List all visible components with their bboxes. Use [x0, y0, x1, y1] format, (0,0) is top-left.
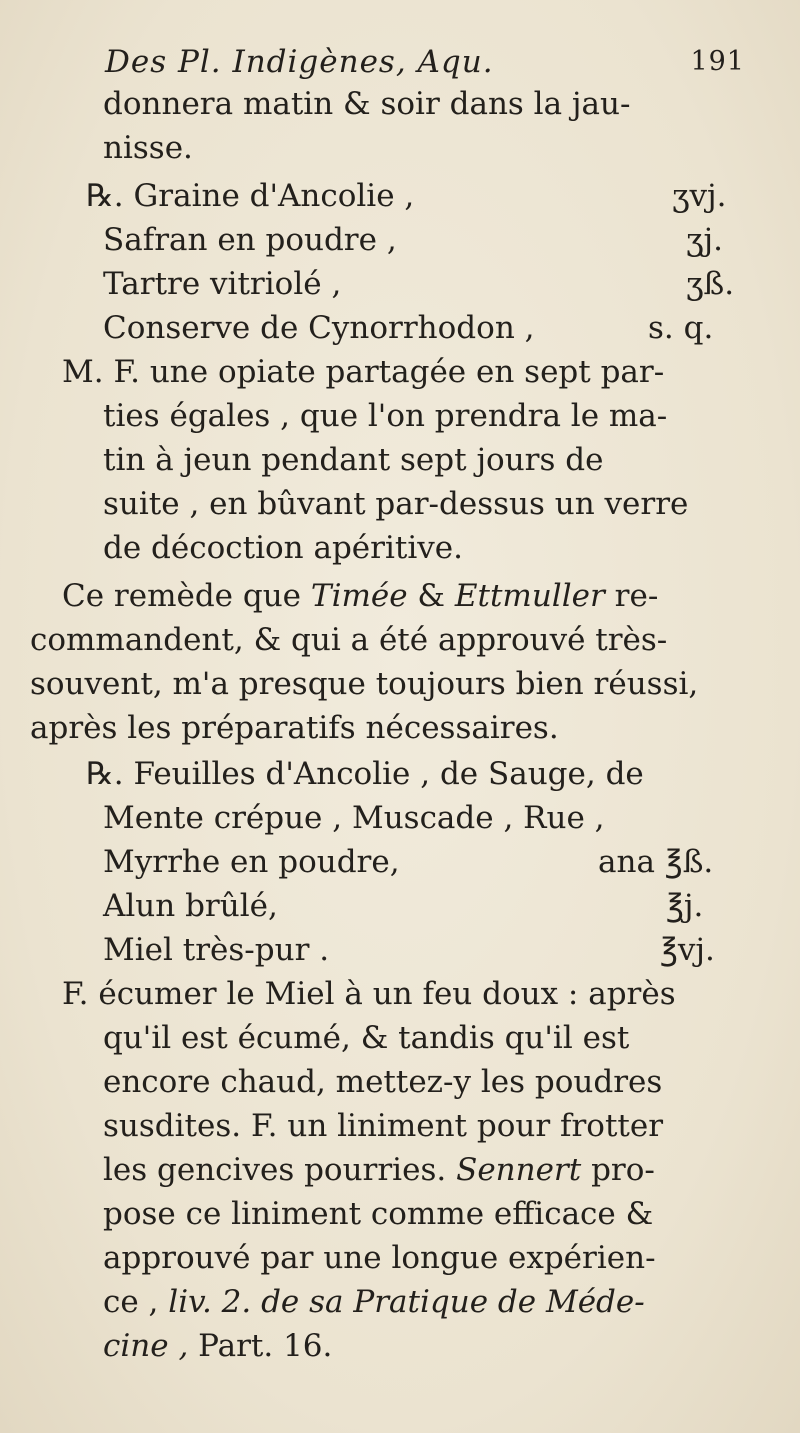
text-line: tin à jeun pendant sept jours de — [103, 442, 604, 478]
text-line: donnera matin & soir dans la jau- — [103, 86, 631, 122]
recipe-line: Myrrhe en poudre, ana ℥ß. — [60, 840, 760, 884]
text-line: M. F. une opiate partagée en sept par- — [62, 354, 665, 390]
recipe-line: Miel très-pur . ℥vj. — [60, 928, 760, 972]
recipe-line: Tartre vitriolé , ʒß. — [60, 262, 760, 306]
dose: s. q. — [648, 310, 714, 346]
dose: ℥j. — [666, 888, 704, 924]
text-line: les gencives pourries. Sennert pro- — [103, 1152, 655, 1188]
text-line: qu'il est écumé, & tandis qu'il est — [103, 1020, 630, 1056]
text-line: cine , Part. 16. — [103, 1328, 333, 1364]
citation: cine , — [103, 1328, 189, 1364]
text-line: ce , liv. 2. de sa Pratique de Méde- — [103, 1284, 645, 1320]
page-number: 191 — [690, 46, 745, 77]
running-title: Des Pl. Indigènes, Aqu. — [105, 44, 494, 80]
text-line: suite , en bûvant par-dessus un verre — [103, 486, 689, 522]
recipe-line: ℞. Feuilles d'Ancolie , de Sauge, de — [86, 756, 644, 792]
citation: liv. 2. de sa Pratique de Méde- — [168, 1284, 645, 1320]
text-line: encore chaud, mettez-y les poudres — [103, 1064, 663, 1100]
dose: ℥vj. — [660, 932, 715, 968]
dose: ʒvj. — [672, 178, 727, 214]
running-header — [105, 44, 745, 84]
recipe-line: Safran en poudre , ʒj. — [60, 218, 760, 262]
text-line: nisse. — [103, 130, 193, 166]
text-line: de décoction apéritive. — [103, 530, 463, 566]
recipe-line: Mente crépue , Muscade , Rue , — [103, 800, 605, 836]
recipe-line: Conserve de Cynorrhodon , s. q. — [60, 306, 760, 350]
text-line: Ce remède que Timée & Ettmuller re- — [62, 578, 659, 614]
author-name: Sennert — [456, 1152, 582, 1188]
recipe-line: Alun brûlé, ℥j. — [60, 884, 760, 928]
author-name: Timée — [310, 578, 408, 614]
text-line: après les préparatifs nécessaires. — [30, 710, 559, 746]
text-line: approuvé par une longue expérien- — [103, 1240, 656, 1276]
dose: ʒj. — [686, 222, 723, 258]
author-name: Ettmuller — [454, 578, 605, 614]
text-line: ties égales , que l'on prendra le ma- — [103, 398, 668, 434]
text-line: susdites. F. un liniment pour frotter — [103, 1108, 664, 1144]
dose: ʒß. — [686, 266, 735, 302]
text-line: F. écumer le Miel à un feu doux : après — [62, 976, 676, 1012]
text-line: souvent, m'a presque toujours bien réussi, — [30, 666, 699, 702]
text-line: pose ce liniment comme efficace & — [103, 1196, 654, 1232]
recipe-line: ℞. Graine d'Ancolie , ʒvj. — [60, 174, 760, 218]
dose: ana ℥ß. — [598, 844, 714, 880]
text-line: commandent, & qui a été approuvé très- — [30, 622, 668, 658]
